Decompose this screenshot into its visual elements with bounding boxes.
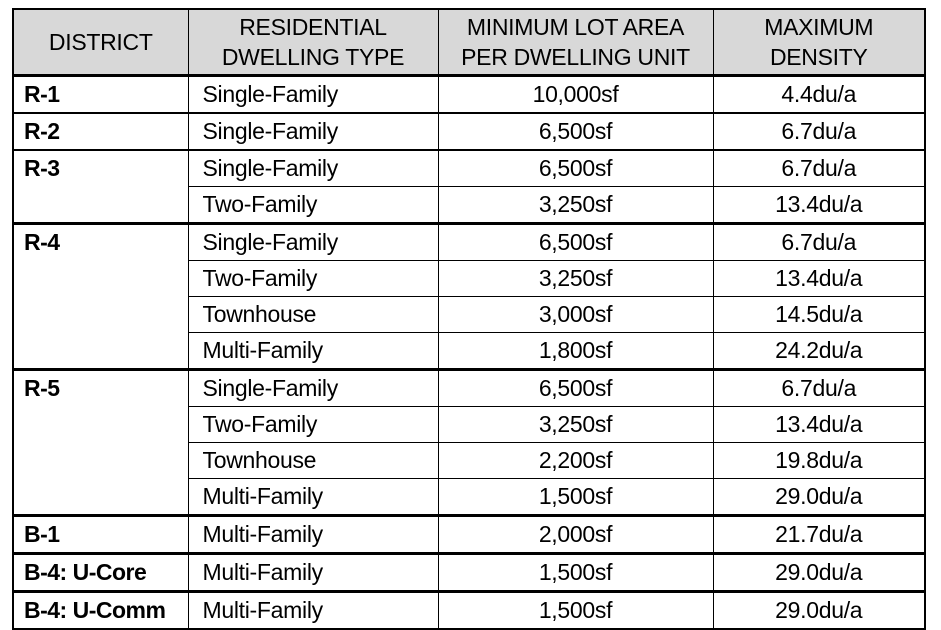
district-cell: R-4 [13, 224, 188, 370]
min-lot-area-cell: 2,200sf [438, 443, 713, 479]
max-density-cell: 4.4du/a [713, 76, 925, 114]
dwelling-type-cell: Single-Family [188, 224, 438, 261]
max-density-cell: 29.0du/a [713, 479, 925, 516]
min-lot-area-cell: 6,500sf [438, 113, 713, 150]
min-lot-area-cell: 6,500sf [438, 370, 713, 407]
dwelling-type-cell: Two-Family [188, 261, 438, 297]
min-lot-area-cell: 6,500sf [438, 150, 713, 187]
table-row [13, 592, 925, 630]
zoning-density-table [12, 8, 926, 630]
district-cell: R-5 [13, 370, 188, 516]
max-density-cell: 24.2du/a [713, 333, 925, 370]
header-dwelling-type: RESIDENTIAL DWELLING TYPE [188, 9, 438, 76]
max-density-cell: 14.5du/a [713, 297, 925, 333]
min-lot-area-cell: 1,500sf [438, 592, 713, 630]
zoning-density-table-container [12, 8, 924, 630]
min-lot-area-cell: 2,000sf [438, 516, 713, 554]
min-lot-area-cell: 3,250sf [438, 407, 713, 443]
max-density-cell: 6.7du/a [713, 150, 925, 187]
dwelling-type-cell: Multi-Family [188, 516, 438, 554]
max-density-cell: 6.7du/a [713, 370, 925, 407]
dwelling-type-cell: Single-Family [188, 76, 438, 114]
district-cell: R-2 [13, 113, 188, 150]
table-row [13, 150, 925, 187]
min-lot-area-cell: 1,500sf [438, 554, 713, 592]
max-density-cell: 6.7du/a [713, 224, 925, 261]
dwelling-type-cell: Multi-Family [188, 333, 438, 370]
max-density-cell: 13.4du/a [713, 407, 925, 443]
min-lot-area-cell: 1,800sf [438, 333, 713, 370]
max-density-cell: 29.0du/a [713, 554, 925, 592]
header-row [13, 9, 925, 76]
max-density-cell: 19.8du/a [713, 443, 925, 479]
min-lot-area-cell: 1,500sf [438, 479, 713, 516]
min-lot-area-cell: 10,000sf [438, 76, 713, 114]
dwelling-type-cell: Multi-Family [188, 479, 438, 516]
table-row [13, 76, 925, 114]
max-density-cell: 21.7du/a [713, 516, 925, 554]
table-row [13, 516, 925, 554]
min-lot-area-cell: 6,500sf [438, 224, 713, 261]
dwelling-type-cell: Two-Family [188, 187, 438, 224]
table-body [13, 76, 925, 630]
table-row [13, 113, 925, 150]
dwelling-type-cell: Single-Family [188, 113, 438, 150]
header-district: DISTRICT [13, 9, 188, 76]
header-min-lot-area: MINIMUM LOT AREA PER DWELLING UNIT [438, 9, 713, 76]
max-density-cell: 6.7du/a [713, 113, 925, 150]
district-cell: R-1 [13, 76, 188, 114]
dwelling-type-cell: Single-Family [188, 150, 438, 187]
district-cell: B-4: U-Core [13, 554, 188, 592]
dwelling-type-cell: Single-Family [188, 370, 438, 407]
district-cell: B-4: U-Comm [13, 592, 188, 630]
dwelling-type-cell: Two-Family [188, 407, 438, 443]
dwelling-type-cell: Multi-Family [188, 592, 438, 630]
min-lot-area-cell: 3,250sf [438, 261, 713, 297]
table-row [13, 554, 925, 592]
min-lot-area-cell: 3,000sf [438, 297, 713, 333]
dwelling-type-cell: Multi-Family [188, 554, 438, 592]
min-lot-area-cell: 3,250sf [438, 187, 713, 224]
table-row [13, 224, 925, 261]
max-density-cell: 13.4du/a [713, 261, 925, 297]
table-header [13, 9, 925, 76]
max-density-cell: 29.0du/a [713, 592, 925, 630]
dwelling-type-cell: Townhouse [188, 297, 438, 333]
dwelling-type-cell: Townhouse [188, 443, 438, 479]
district-cell: R-3 [13, 150, 188, 224]
max-density-cell: 13.4du/a [713, 187, 925, 224]
table-row [13, 370, 925, 407]
district-cell: B-1 [13, 516, 188, 554]
header-max-density: MAXIMUM DENSITY [713, 9, 925, 76]
